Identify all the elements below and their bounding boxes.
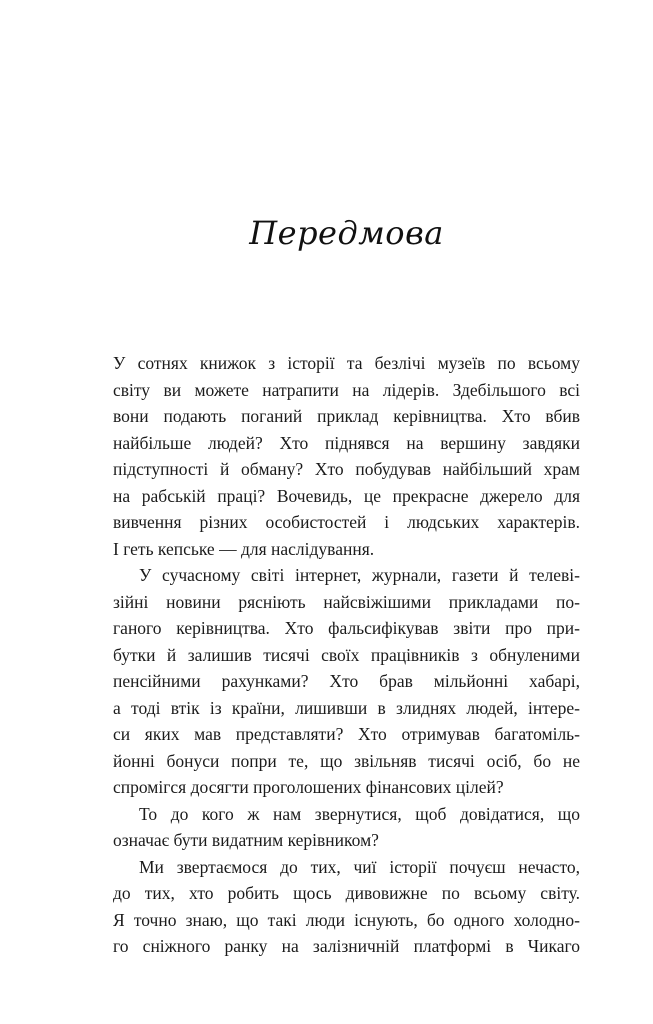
text-line: означає бути видатним керівником? (113, 830, 379, 850)
text-line: вони подають поганий приклад керівництва. Хто вбив (113, 406, 580, 426)
text-line: То до кого ж нам звернутися, щоб довідатися, що (139, 803, 580, 824)
text-line: бутки й залишив тисячі своїх працівників з обнуленими (113, 644, 580, 665)
text-line: підступності й обману? Хто побудував найбільший храм (113, 459, 580, 479)
text-line: спромігся досягти проголошених фінансових цілей? (113, 777, 504, 797)
paragraph-2 (113, 562, 580, 801)
text-line: найбільше людей? Хто піднявся на вершину завдяки (113, 432, 580, 453)
paragraph-1 (113, 350, 580, 562)
chapter-title: Передмова (249, 214, 444, 252)
text-line: йонні бонуси попри те, що звільняв тисячі осіб, бо не (113, 750, 580, 771)
text-line: І геть кепське — для наслідування. (113, 538, 375, 559)
text-line: си яких мав представляти? Хто отримував багатоміль- (113, 724, 580, 744)
body-text (113, 350, 580, 960)
text-line: світу ви можете натрапити на лідерів. Здебільшого всі (113, 379, 580, 400)
text-line: до тих, хто робить щось дивовижне по всьому світу. (113, 883, 580, 903)
text-line: вивчення різних особистостей і людських характерів. (113, 512, 580, 532)
text-line: Ми звертаємося до тих, чиї історії почуєш нечасто, (139, 856, 580, 877)
text-line: Я точно знаю, що такі люди існують, бо одного холодно- (113, 909, 580, 930)
text-line: а тоді втік із країни, лишивши в злиднях людей, інтере- (113, 697, 580, 718)
text-line: пенсійними рахунками? Хто брав мільйонні хабарі, (113, 671, 580, 691)
text-line: на рабській праці? Вочевидь, це прекрасне джерело для (113, 485, 580, 506)
paragraph-4 (113, 854, 580, 960)
text-line: го сніжного ранку на залізничній платформі в Чикаго (113, 936, 580, 956)
text-line: ганого керівництва. Хто фальсифікував звіти про при- (113, 618, 580, 638)
text-line: зійні новини рясніють найсвіжішими прикладами по- (113, 591, 580, 612)
text-line: У сучасному світі інтернет, журнали, газети й телеві- (139, 565, 580, 585)
text-line: У сотнях книжок з історії та безлічі музеїв по всьому (113, 353, 580, 373)
paragraph-3 (113, 801, 580, 854)
